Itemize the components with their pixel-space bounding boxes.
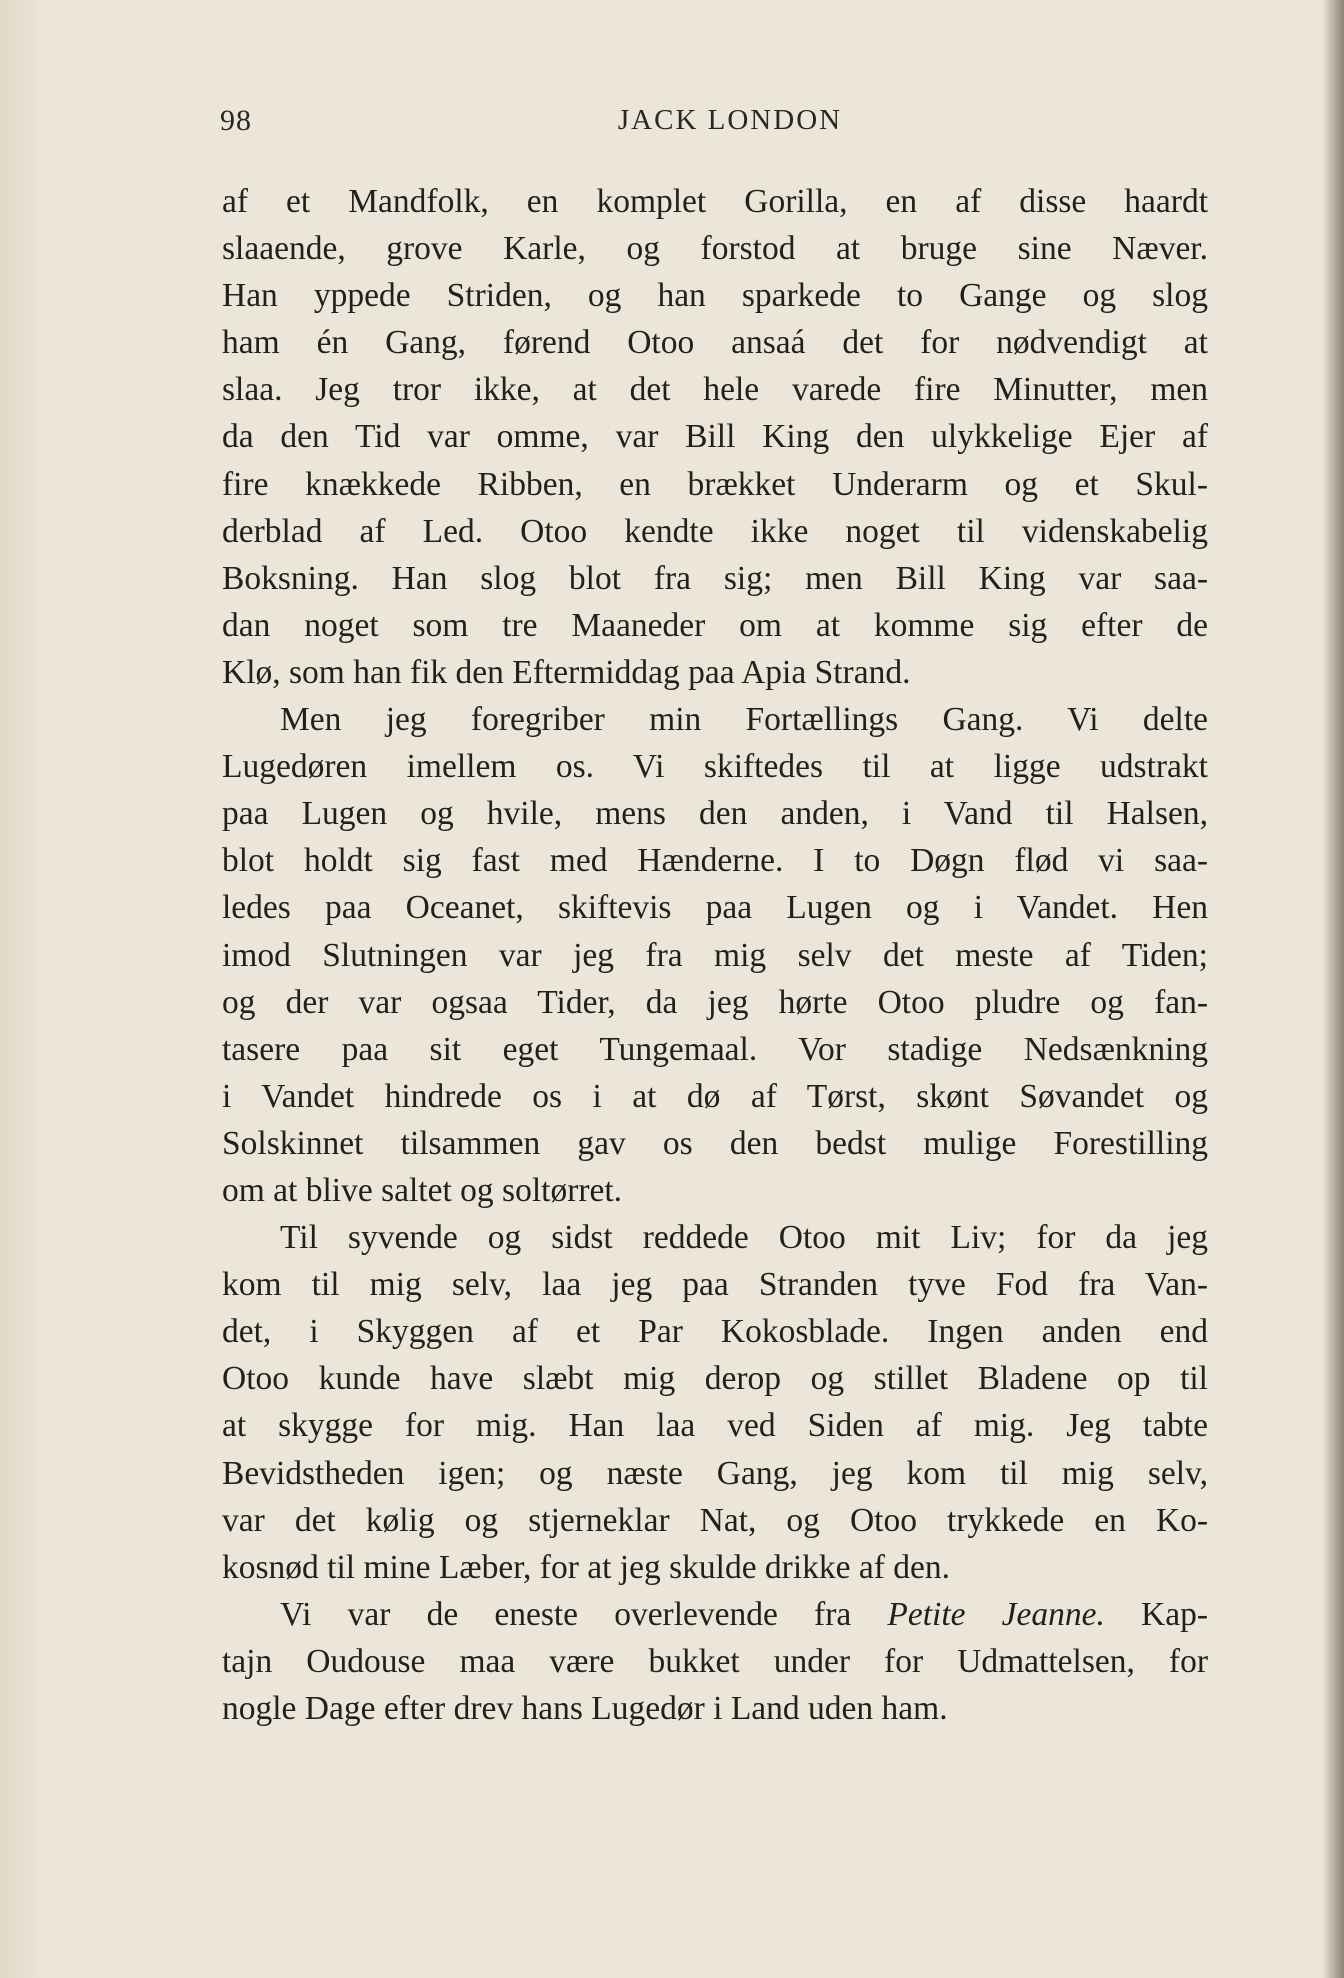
text-line: tajn Oudouse maa være bukket under for Udmattelsen, for <box>222 1642 1208 1680</box>
page-edge-shadow <box>1322 0 1344 1978</box>
text-line: ham én Gang, førend Otoo ansaá det for nødvendigt at <box>222 324 1208 362</box>
text-line: kosnød til mine Læber, for at jeg skulde drikke af den. <box>222 1548 951 1586</box>
text-line: slaa. Jeg tror ikke, at det hele varede fire Minutter, men <box>222 371 1208 409</box>
text-line: Solskinnet tilsammen gav os den bedst mulige Forestilling <box>222 1124 1208 1162</box>
page-number: 98 <box>220 104 252 137</box>
text-line: fire knækkede Ribben, en brækket Underarm og et Skul- <box>222 465 1208 503</box>
running-head: JACK LONDON <box>617 104 843 136</box>
text-line: Lugedøren imellem os. Vi skiftedes til at ligge udstrakt <box>222 748 1208 786</box>
page-header <box>220 104 1210 146</box>
text-line: derblad af Led. Otoo kendte ikke noget til videnskabelig <box>222 512 1208 550</box>
text-line: at skygge for mig. Han laa ved Siden af mig. Jeg tabte <box>222 1407 1208 1445</box>
text-line: om at blive saltet og soltørret. <box>222 1171 623 1209</box>
text-line: da den Tid var omme, var Bill King den ulykkelige Ejer af <box>222 418 1208 456</box>
text-line: tasere paa sit eget Tungemaal. Vor stadige Nedsænkning <box>222 1030 1208 1068</box>
text-line: Klø, som han fik den Eftermiddag paa Apia Strand. <box>222 653 911 691</box>
text-line: paa Lugen og hvile, mens den anden, i Vand til Halsen, <box>222 795 1208 833</box>
text-line: Til syvende og sidst reddede Otoo mit Liv; for da jeg <box>280 1219 1208 1257</box>
text-line: Han yppede Striden, og han sparkede to Gange og slog <box>222 277 1208 315</box>
text-line: og der var ogsaa Tider, da jeg hørte Otoo pludre og fan- <box>222 983 1208 1021</box>
text-run: Vi var de eneste overlevende fra <box>280 1595 888 1633</box>
text-line: Men jeg foregriber min Fortællings Gang. Vi delte <box>280 701 1208 739</box>
text-line: kom til mig selv, laa jeg paa Stranden tyve Fod fra Van- <box>222 1266 1208 1304</box>
body-text <box>222 178 1208 1732</box>
text-line: blot holdt sig fast med Hænderne. I to Døgn flød vi saa- <box>222 842 1208 880</box>
text-line: af et Mandfolk, en komplet Gorilla, en af disse haardt <box>222 183 1208 220</box>
text-line-mixed <box>222 1591 1208 1638</box>
page-tint <box>0 0 40 1978</box>
text-line: imod Slutningen var jeg fra mig selv det meste af Tiden; <box>222 936 1208 974</box>
text-line: dan noget som tre Maaneder om at komme sig efter de <box>222 606 1208 644</box>
text-run: Kap- <box>1104 1595 1209 1633</box>
text-line: nogle Dage efter drev hans Lugedør i Land uden ham. <box>222 1690 948 1727</box>
text-line: Boksning. Han slog blot fra sig; men Bill King var saa- <box>222 559 1208 597</box>
text-line: Bevidstheden igen; og næste Gang, jeg kom til mig selv, <box>222 1454 1208 1492</box>
ship-name: Petite Jeanne. <box>887 1595 1105 1633</box>
text-line: slaaende, grove Karle, og forstod at bruge sine Næver. <box>222 230 1208 268</box>
text-line: ledes paa Oceanet, skiftevis paa Lugen og i Vandet. Hen <box>222 889 1208 927</box>
text-line: var det kølig og stjerneklar Nat, og Otoo trykkede en Ko- <box>222 1501 1208 1539</box>
text-line: Otoo kunde have slæbt mig derop og stillet Bladene op til <box>222 1360 1208 1398</box>
text-line: i Vandet hindrede os i at dø af Tørst, skønt Søvandet og <box>222 1077 1208 1115</box>
text-line: det, i Skyggen af et Par Kokosblade. Ingen anden end <box>222 1313 1208 1351</box>
